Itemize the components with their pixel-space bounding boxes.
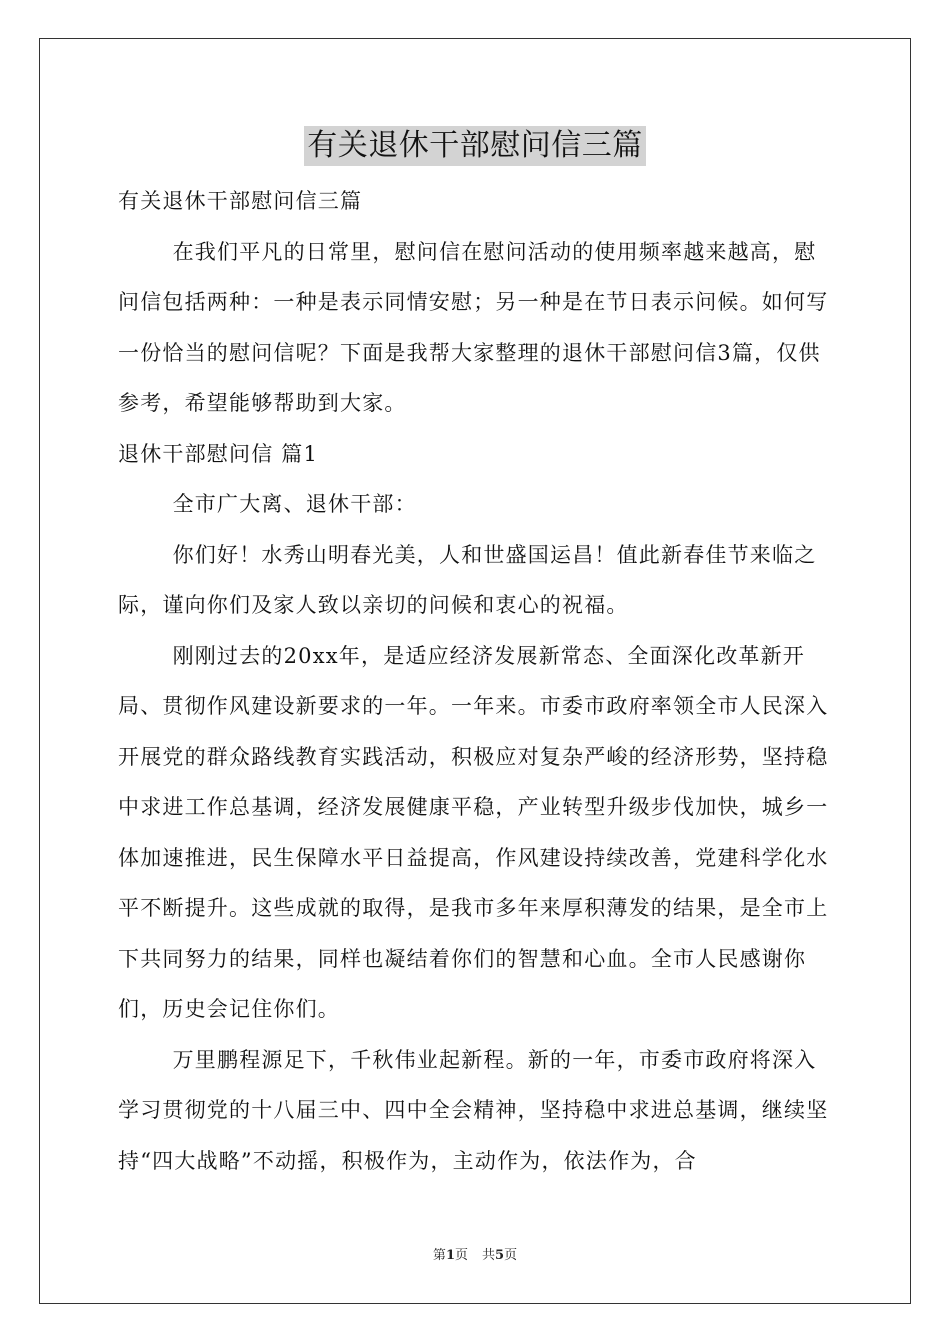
page-suffix: 页 bbox=[454, 1248, 468, 1263]
page-footer bbox=[0, 1247, 950, 1265]
total-page-count: 5 bbox=[495, 1248, 505, 1263]
total-suffix: 页 bbox=[504, 1248, 518, 1263]
document-body bbox=[118, 176, 834, 1186]
document-title: 有关退休干部慰问信三篇 bbox=[304, 126, 646, 166]
body-paragraph-1: 你们好！水秀山明春光美，人和世盛国运昌！值此新春佳节来临之际，谨向你们及家人致以亲切的问候和衷心的祝福。 bbox=[118, 542, 817, 617]
body-paragraph-2: 刚刚过去的20xx年，是适应经济发展新常态、全面深化改革新开局、贯彻作风建设新要求的一年。一年来。市委市政府率领全市人民深入开展党的群众路线教育实践活动，积极应对复杂严峻的经济形势，坚持稳中求进工作总基调，经济发展健康平稳，产业转型升级步伐加快，城乡一体加速推进，民生保障水平日益提高，作风建设持续改善，党建科学化水平不断提升。这些成就的取得，是我市多年来厚积薄发的结果，是全市上下共同努力的结果，同样也凝结着你们的智慧和心血。全市人民感谢你们，历史会记住你们。 bbox=[118, 643, 829, 1021]
salutation: 全市广大离、退休干部： bbox=[172, 492, 417, 516]
body-paragraph-3: 万里鹏程源足下，千秋伟业起新程。新的一年，市委市政府将深入学习贯彻党的十八届三中、四中全会精神，坚持稳中求进总基调，继续坚持“四大战略”不动摇，积极作为，主动作为，依法作为，合 bbox=[118, 1047, 829, 1173]
section-heading: 退休干部慰问信 篇1 bbox=[118, 441, 319, 466]
page-prefix: 第 bbox=[432, 1248, 446, 1263]
intro-paragraph: 在我们平凡的日常里，慰问信在慰问活动的使用频率越来越高，慰问信包括两种：一种是表示同情安慰；另一种是在节日表示问候。如何写一份恰当的慰问信呢？下面是我帮大家整理的退休干部慰问信3篇，仅供参考，希望能够帮助到大家。 bbox=[118, 239, 829, 415]
document-subtitle: 有关退休干部慰问信三篇 bbox=[118, 189, 363, 213]
title-container bbox=[0, 126, 950, 166]
current-page-number: 1 bbox=[445, 1248, 455, 1263]
total-prefix: 共 bbox=[482, 1248, 496, 1263]
